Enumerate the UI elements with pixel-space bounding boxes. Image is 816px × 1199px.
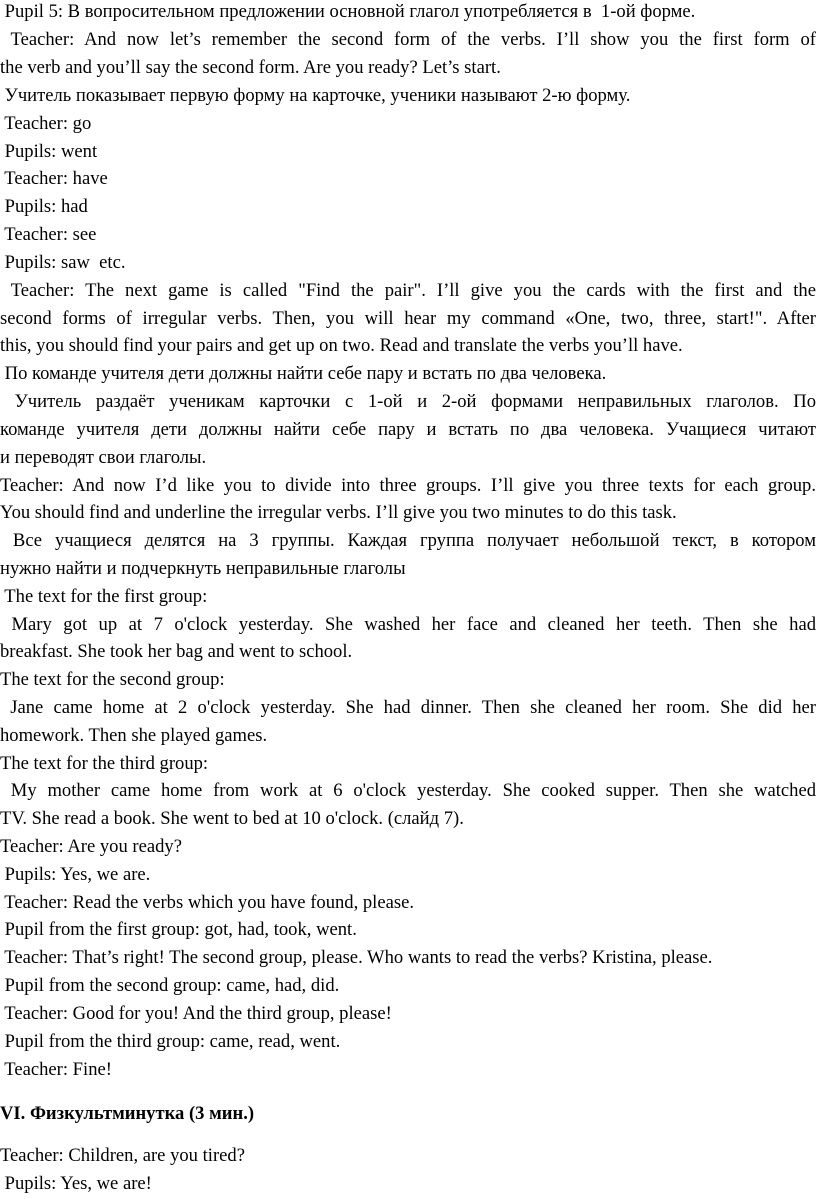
text-line: this, you should find your pairs and get up on two. Read and translate the verbs you’ll have.	[0, 335, 683, 356]
text-line: Pupils: saw etc.	[0, 252, 126, 273]
text-line: Все учащиеся делятся на 3 группы. Каждая группа получает небольшой текст, в котором	[0, 530, 816, 551]
text-line: My mother came home from work at 6 o'clock yesterday. She cooked supper. Then she watched	[0, 780, 816, 801]
text-line: The text for the second group:	[0, 669, 225, 690]
text-line: Mary got up at 7 o'clock yesterday. She washed her face and cleaned her teeth. Then she had	[0, 614, 816, 635]
text-line: Pupil from the third group: came, read, went.	[0, 1031, 341, 1052]
text-line: нужно найти и подчеркнуть неправильные глаголы	[0, 558, 406, 579]
text-line: команде учителя дети должны найти себе пару и встать по два человека. Учащиеся читают	[0, 419, 816, 440]
text-line: Pupil from the second group: came, had, did.	[0, 975, 340, 996]
text-line: breakfast. She took her bag and went to school.	[0, 641, 353, 662]
text-line: Teacher: Children, are you tired?	[0, 1145, 245, 1166]
text-line: The text for the third group:	[0, 753, 209, 774]
text-line: Teacher: see	[0, 224, 97, 245]
text-line: the verb and you’ll say the second form. Are you ready? Let’s start.	[0, 57, 501, 78]
text-line: Teacher: Good for you! And the third group, please!	[0, 1003, 392, 1024]
text-line: Учитель раздаёт ученикам карточки с 1-ой и 2-ой формами неправильных глаголов. По	[0, 391, 816, 412]
text-line: По команде учителя дети должны найти себе пару и встать по два человека.	[0, 363, 607, 384]
section-heading: VI. Физкультминутка (3 мин.)	[0, 1103, 255, 1124]
text-line: second forms of irregular verbs. Then, you will hear my command «One, two, three, start!". After	[0, 308, 816, 329]
text-line: Pupils: had	[0, 196, 88, 217]
text-line: Учитель показывает первую форму на карточке, ученики называют 2-ю форму.	[0, 85, 631, 106]
text-line: Pupil 5: В вопросительном предложении основной глагол употребляется в 1-ой форме.	[0, 1, 696, 22]
text-line: homework. Then she played games.	[0, 725, 268, 746]
text-line: Pupil from the first group: got, had, took, went.	[0, 919, 357, 940]
text-line: Teacher: Are you ready?	[0, 836, 182, 857]
text-line: Jane came home at 2 o'clock yesterday. She had dinner. Then she cleaned her room. She did her	[0, 697, 816, 718]
text-line: Pupils: went	[0, 141, 98, 162]
text-line: Teacher: Fine!	[0, 1059, 112, 1080]
text-line: Pupils: Yes, we are.	[0, 864, 151, 885]
text-line: You should find and underline the irregular verbs. I’ll give you two minutes to do this task.	[0, 502, 677, 523]
text-line: Teacher: have	[0, 168, 108, 189]
text-line: TV. She read a book. She went to bed at 10 o'clock. (слайд 7).	[0, 808, 464, 829]
text-line: Teacher: Read the verbs which you have found, please.	[0, 892, 414, 913]
text-line: Teacher: And now let’s remember the second form of the verbs. I’ll show you the first form of	[0, 29, 816, 50]
text-line: Teacher: go	[0, 113, 92, 134]
text-line: и переводят свои глаголы.	[0, 447, 207, 468]
text-line: Teacher: And now I’d like you to divide into three groups. I’ll give you three texts for each group.	[0, 475, 816, 496]
text-line: Pupils: Yes, we are!	[0, 1173, 152, 1194]
text-line: Teacher: The next game is called "Find the pair". I’ll give you the cards with the first and the	[0, 280, 816, 301]
text-line: The text for the first group:	[0, 586, 208, 607]
text-line: Teacher: That’s right! The second group, please. Who wants to read the verbs? Kristina, please.	[0, 947, 713, 968]
